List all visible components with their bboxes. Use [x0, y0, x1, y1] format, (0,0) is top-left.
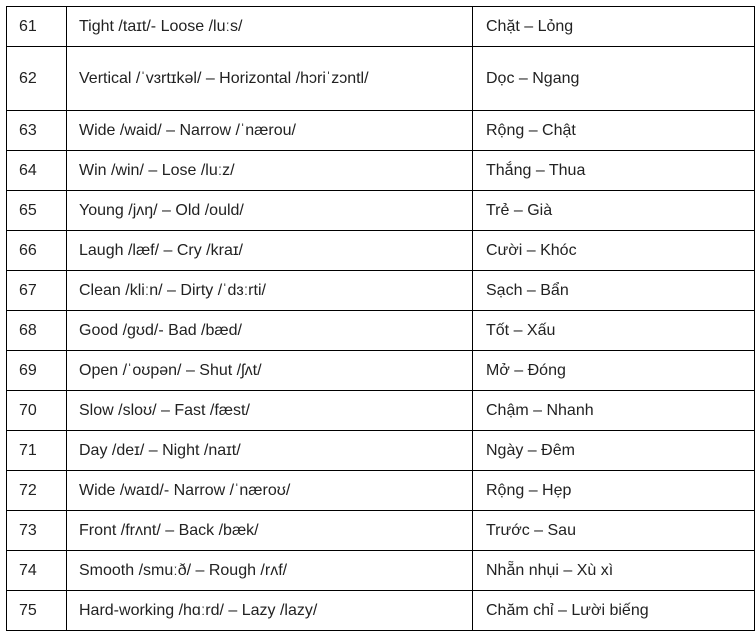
- english-pair: Wide /waɪd/- Narrow /ˈnæroʊ/: [67, 471, 473, 511]
- english-pair: Smooth /smuːð/ – Rough /rʌf/: [67, 551, 473, 591]
- row-number: 73: [7, 511, 67, 551]
- row-number: 61: [7, 7, 67, 47]
- english-pair: Front /frʌnt/ – Back /bæk/: [67, 511, 473, 551]
- row-number: 64: [7, 151, 67, 191]
- table-row: [7, 7, 755, 47]
- english-pair: Vertical /ˈvɜrtɪkəl/ – Horizontal /hɔriˈzɔntl/: [67, 47, 473, 111]
- table-row: [7, 151, 755, 191]
- table-row: [7, 391, 755, 431]
- vietnamese-pair: Nhẵn nhụi – Xù xì: [473, 551, 755, 591]
- vietnamese-pair: Chăm chỉ – Lười biếng: [473, 591, 755, 631]
- row-number: 63: [7, 111, 67, 151]
- vocabulary-table: [6, 6, 755, 631]
- row-number: 67: [7, 271, 67, 311]
- table-row: [7, 231, 755, 271]
- vietnamese-pair: Chậm – Nhanh: [473, 391, 755, 431]
- vietnamese-pair: Chặt – Lỏng: [473, 7, 755, 47]
- english-pair: Young /jʌŋ/ – Old /ould/: [67, 191, 473, 231]
- vietnamese-pair: Cười – Khóc: [473, 231, 755, 271]
- english-pair: Open /ˈoʊpən/ – Shut /ʃʌt/: [67, 351, 473, 391]
- vietnamese-pair: Tốt – Xấu: [473, 311, 755, 351]
- table-row: [7, 591, 755, 631]
- table-row: [7, 311, 755, 351]
- table-row: [7, 191, 755, 231]
- table-row: [7, 511, 755, 551]
- vietnamese-pair: Trước – Sau: [473, 511, 755, 551]
- row-number: 65: [7, 191, 67, 231]
- english-pair: Tight /taɪt/- Loose /luːs/: [67, 7, 473, 47]
- english-pair: Wide /waid/ – Narrow /ˈnærou/: [67, 111, 473, 151]
- table-row: [7, 351, 755, 391]
- table-row: [7, 471, 755, 511]
- vietnamese-pair: Trẻ – Già: [473, 191, 755, 231]
- vietnamese-pair: Thắng – Thua: [473, 151, 755, 191]
- english-pair: Hard-working /hɑːrd/ – Lazy /lazy/: [67, 591, 473, 631]
- table-row: [7, 431, 755, 471]
- english-pair: Slow /sloʊ/ – Fast /fæst/: [67, 391, 473, 431]
- english-pair: Laugh /læf/ – Cry /kraɪ/: [67, 231, 473, 271]
- table-row: [7, 47, 755, 111]
- row-number: 66: [7, 231, 67, 271]
- row-number: 70: [7, 391, 67, 431]
- vietnamese-pair: Dọc – Ngang: [473, 47, 755, 111]
- english-pair: Clean /kliːn/ – Dirty /ˈdɜːrti/: [67, 271, 473, 311]
- row-number: 71: [7, 431, 67, 471]
- row-number: 68: [7, 311, 67, 351]
- row-number: 69: [7, 351, 67, 391]
- vietnamese-pair: Ngày – Đêm: [473, 431, 755, 471]
- row-number: 75: [7, 591, 67, 631]
- vietnamese-pair: Rộng – Hẹp: [473, 471, 755, 511]
- table-row: [7, 111, 755, 151]
- row-number: 62: [7, 47, 67, 111]
- row-number: 74: [7, 551, 67, 591]
- row-number: 72: [7, 471, 67, 511]
- vietnamese-pair: Mở – Đóng: [473, 351, 755, 391]
- vietnamese-pair: Rộng – Chật: [473, 111, 755, 151]
- table-row: [7, 551, 755, 591]
- english-pair: Good /gʊd/- Bad /bæd/: [67, 311, 473, 351]
- english-pair: Day /deɪ/ – Night /naɪt/: [67, 431, 473, 471]
- table-row: [7, 271, 755, 311]
- english-pair: Win /win/ – Lose /luːz/: [67, 151, 473, 191]
- vietnamese-pair: Sạch – Bẩn: [473, 271, 755, 311]
